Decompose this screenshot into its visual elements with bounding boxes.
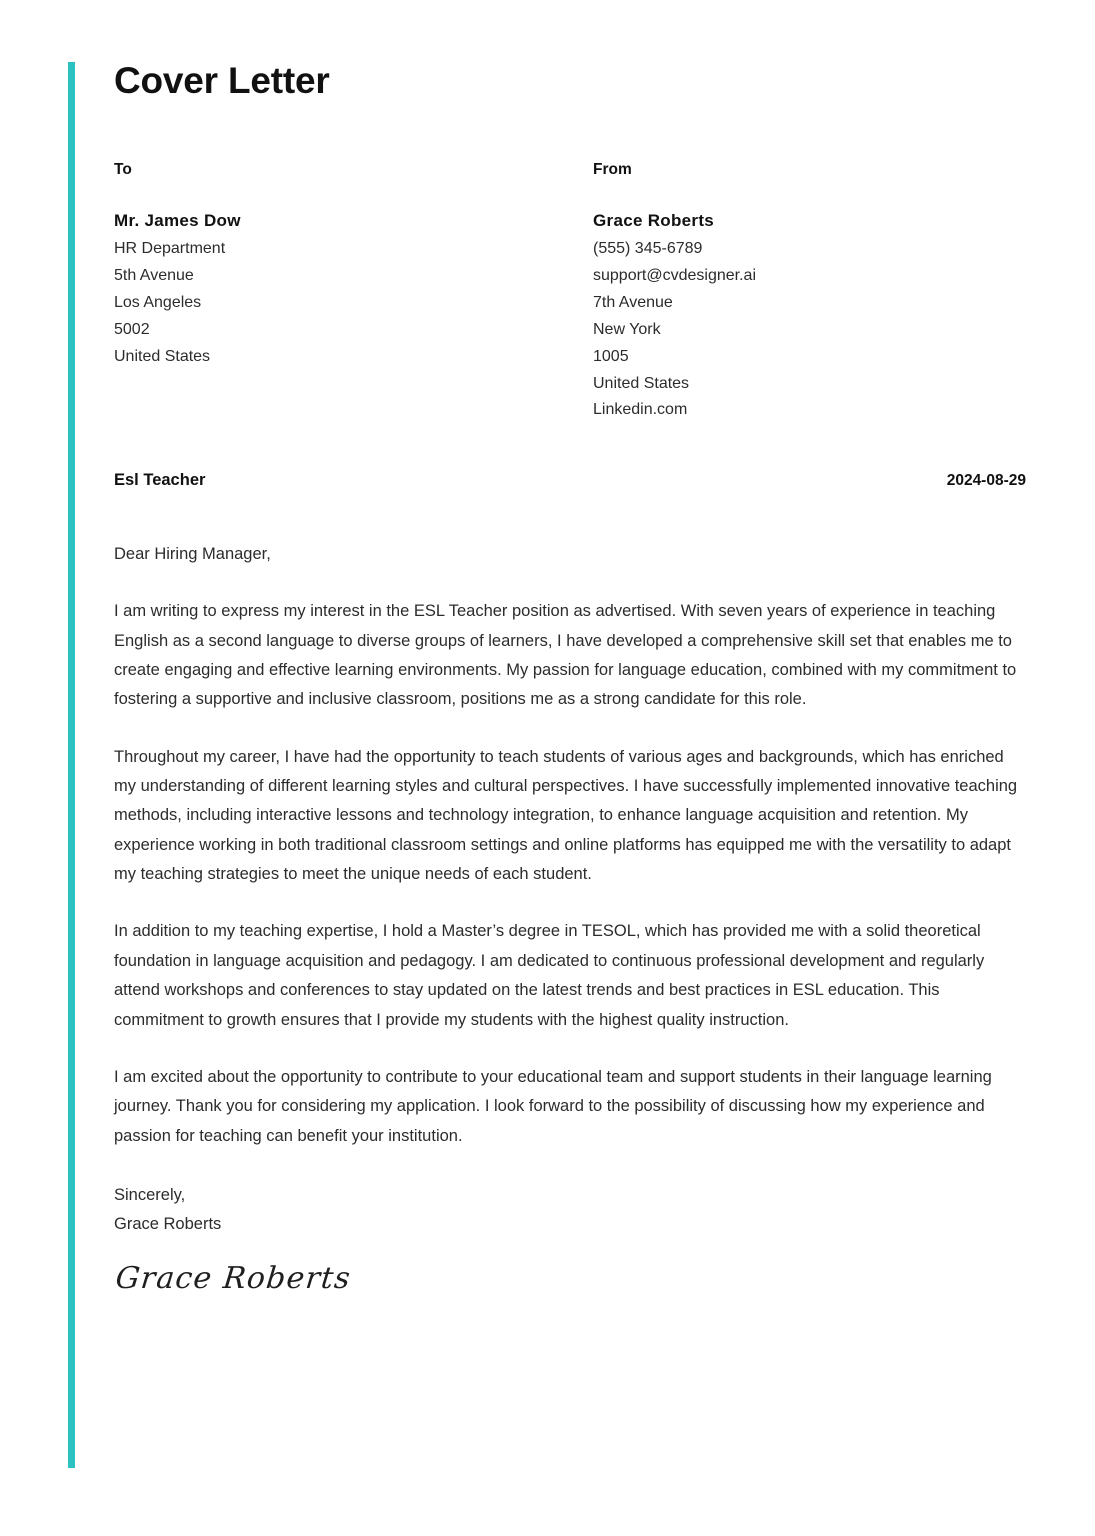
address-row (114, 161, 1026, 424)
sender-phone: (555) 345-6789 (593, 240, 703, 258)
recipient-line: Los Angeles (114, 293, 202, 311)
salutation: Dear Hiring Manager, (114, 545, 271, 564)
letter-content (114, 62, 1026, 1295)
sender-email: support@cvdesigner.ai (593, 267, 756, 285)
recipient-line: 5002 (114, 320, 150, 338)
recipient-line: HR Department (114, 240, 226, 258)
body-paragraph: In addition to my teaching expertise, I hold a Master’s degree in TESOL, which has provided me with a solid theoretical foundation in language acquisition and pedagogy. I am dedicated to continuous professional development and regularly attend workshops and conferences to stay updated on the latest trends and best practices in ESL education. This commitment to growth ensures that I provide my students with the highest quality instruction. (114, 922, 985, 1029)
sender-block (570, 161, 1026, 424)
letter-body (114, 540, 1026, 1294)
recipient-line: 5th Avenue (114, 267, 194, 285)
recipient-name: Mr. James Dow (114, 211, 241, 231)
closing-block (114, 1181, 1026, 1240)
body-paragraph: I am writing to express my interest in the ESL Teacher position as advertised. With seven years of experience in teaching English as a second language to diverse groups of learners, I have developed a comprehensive skill set that enables me to create engaging and effective learning environments. My passion for language education, combined with my commitment to fostering a supportive and inclusive classroom, positions me as a strong candidate for this role. (114, 602, 1017, 709)
closing-name: Grace Roberts (114, 1215, 222, 1234)
recipient-line: United States (114, 347, 211, 365)
signature: Grace Roberts (113, 1260, 353, 1296)
page-title: Cover Letter (114, 60, 330, 101)
accent-bar (68, 62, 75, 1468)
letter-date: 2024-08-29 (946, 472, 1026, 490)
sender-line: United States (593, 374, 690, 392)
closing-word: Sincerely, (114, 1185, 186, 1204)
sender-label: From (593, 160, 632, 178)
body-paragraph: I am excited about the opportunity to contribute to your educational team and support students in their language learning journey. Thank you for considering my application. I look forward to the possibility of discussing how my experience and passion for teaching can benefit your institution. (114, 1067, 992, 1145)
sender-line: New York (593, 320, 661, 338)
recipient-label: To (114, 160, 132, 178)
subject-row (114, 471, 1026, 490)
body-paragraph: Throughout my career, I have had the opportunity to teach students of various ages and backgrounds, which has enriched my understanding of different learning styles and cultural perspectives. I have successfully implemented innovative teaching methods, including interactive lessons and technology integration, to enhance language acquisition and retention. My experience working in both traditional classroom settings and online platforms has equipped me with the versatility to adapt my teaching strategies to meet the unique needs of each student. (114, 747, 1018, 884)
sender-name: Grace Roberts (593, 211, 715, 231)
subject-line: Esl Teacher (114, 471, 206, 490)
sender-line: 1005 (593, 347, 629, 365)
sender-line: 7th Avenue (593, 293, 673, 311)
recipient-block (114, 161, 570, 424)
sender-linkedin: Linkedin.com (593, 401, 688, 419)
